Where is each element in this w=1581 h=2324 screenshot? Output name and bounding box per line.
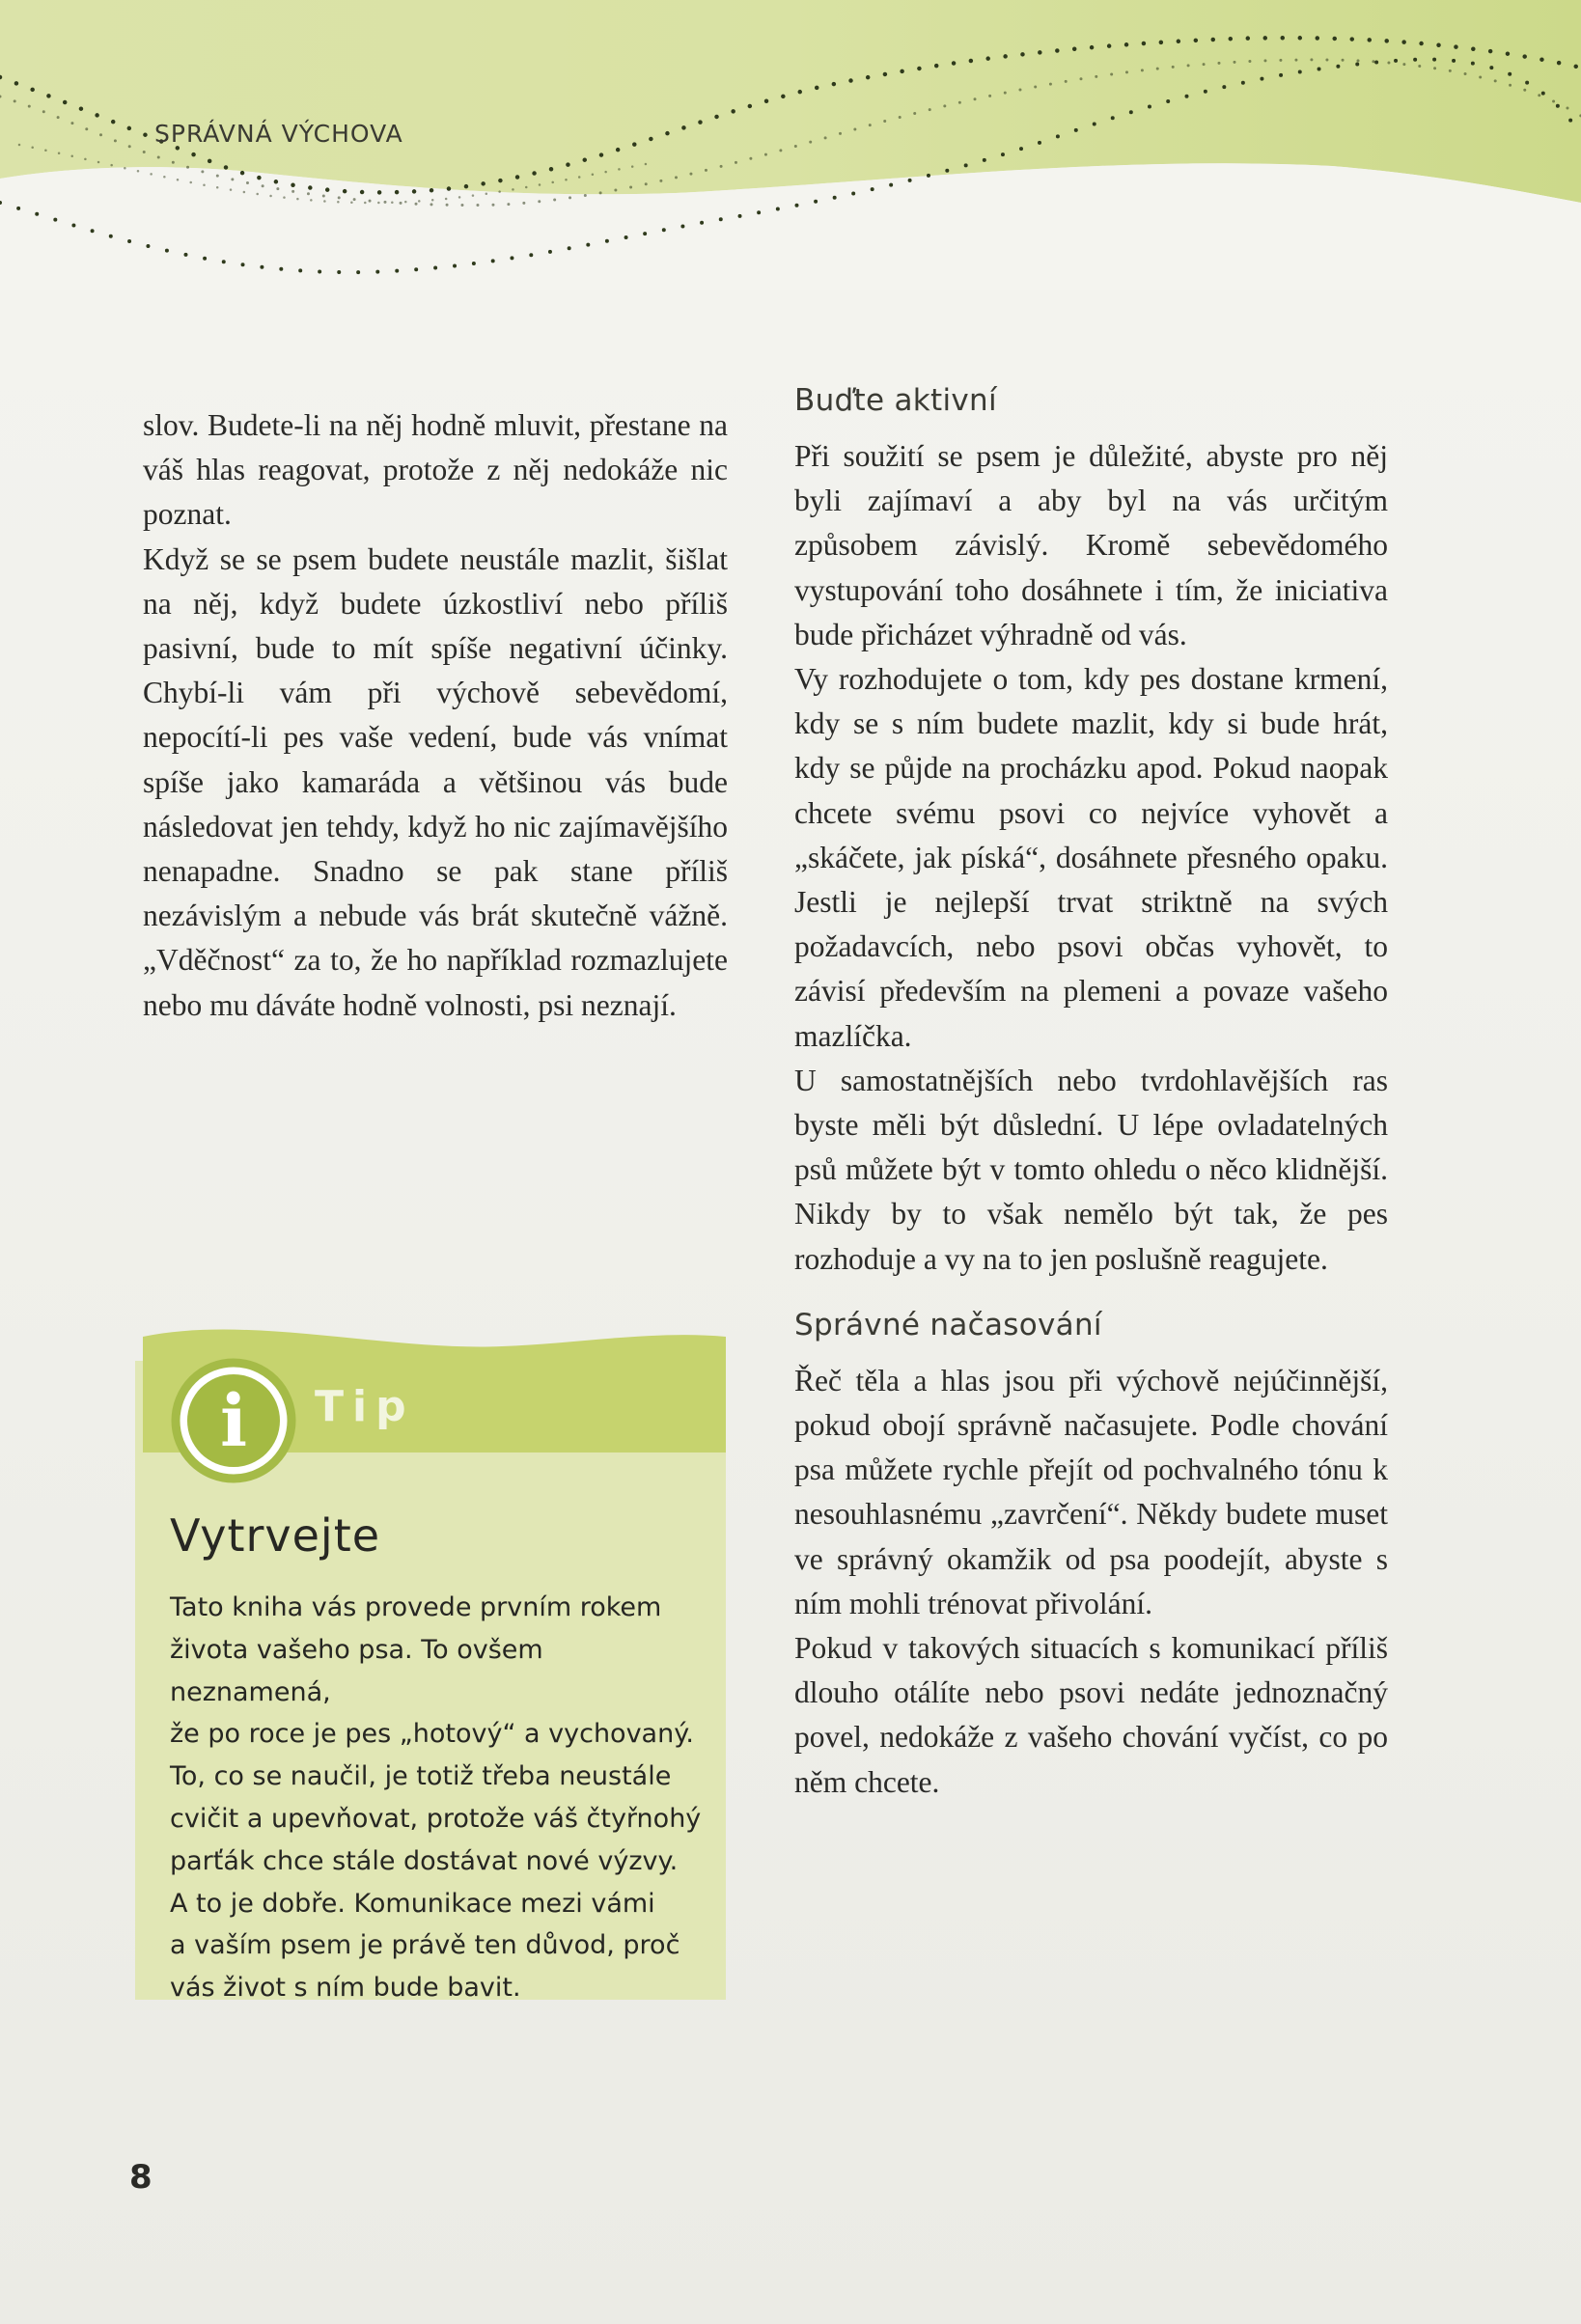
right-s2-paragraph-1: Řeč těla a hlas jsou při výchově nejúčinnější, pokud obojí správně načasujete. Podle chování psa můžete rychle přejít od pochvalného tónu k nesouhlasnému „zavrčení“. Někdy budete muset ve správný okamžik od psa poodejít, abyste s ním mohli trénovat přivolání.: [794, 1363, 1388, 1620]
tip-line: Tato kniha vás provede prvním rokem: [170, 1592, 662, 1622]
right-s2-paragraph-2: Pokud v takových situacích s komunikací příliš dlouho otálíte nebo psovi nedáte jednoznačný povel, nedokáže z vašeho chování vyčíst, co po něm chcete.: [794, 1631, 1388, 1799]
tip-line: parťák chce stále dostávat nové výzvy.: [170, 1845, 679, 1876]
tip-line: vás život s ním bude bavit.: [170, 1973, 521, 2004]
tip-line: že po roce je pes „hotový“ a vychovaný.: [170, 1719, 694, 1750]
tip-body: [170, 1587, 710, 2009]
section-title: SPRÁVNÁ VÝCHOVA: [154, 120, 403, 148]
heading-budte-aktivni: Buďte aktivní: [794, 383, 997, 418]
heading-spravne-nacasovani: Správné načasování: [794, 1307, 1102, 1342]
tip-title: Vytrvejte: [170, 1509, 381, 1562]
tip-label: Tip: [315, 1382, 415, 1431]
left-column: [143, 403, 728, 1028]
right-s1-paragraph-3: U samostatnějších nebo tvrdohlavějších ras byste měli být důslední. U lépe ovladatelných psů můžete být v tomto ohledu o něco klidnější. Nikdy by to však nemělo být tak, že pes rozhoduje a vy na to jen poslušně reagujete.: [794, 1063, 1388, 1276]
left-paragraph-1: slov. Budete-li na něj hodně mluvit, přestane na váš hlas reagovat, protože z něj nedokáže nic poznat.: [143, 408, 728, 532]
tip-line: života vašeho psa. To ovšem neznamená,: [170, 1634, 543, 1707]
right-s1-paragraph-1: Při soužití se psem je důležité, abyste pro něj byli zajímaví a aby byl na vás určitým způsobem závislý. Kromě sebevědomého vystupování toho dosáhnete i tím, že iniciativa bude přicházet výhradně od vás.: [794, 439, 1388, 651]
tip-line: cvičit a upevňovat, protože váš čtyřnohý: [170, 1803, 702, 1834]
tip-line: a vaším psem je právě ten důvod, proč: [170, 1930, 680, 1961]
info-icon: i: [219, 1380, 248, 1463]
right-column: [794, 376, 1388, 1805]
tip-line: A to je dobře. Komunikace mezi vámi: [170, 1888, 655, 1919]
tip-line: To, co se naučil, je totiž třeba neustále: [170, 1761, 672, 1792]
left-paragraph-2: Když se se psem budete neustále mazlit, šišlat na něj, když budete úzkostliví nebo příliš pasivní, bude to mít spíše negativní účinky. Chybí-li vám při výchově sebevědomí, nepocítí-li pes vaše vedení, bude vás vnímat spíše jako kamaráda a většinou vás bude následovat jen tehdy, když ho nic zajímavějšího nenapadne. Snadno se pak stane příliš nezávislým a nebude vás brát skutečně vážně. „Vděčnost“ za to, že ho například rozmazlujete nebo mu dáváte hodně volnosti, psi neznají.: [143, 541, 728, 1022]
right-s1-paragraph-2: Vy rozhodujete o tom, kdy pes dostane krmení, kdy se s ním budete mazlit, kdy si bude hrát, kdy se půjde na procházku apod. Pokud naopak chcete svému psovi co nejvíce vyhovět a „skáčete, jak píská“, dosáhnete přesného opaku. Jestli je nejlepší trvat striktně na svých požadavcích, nebo psovi občas vyhovět, to závisí především na plemeni a povaze vašeho mazlíčka.: [794, 662, 1388, 1053]
page-number: 8: [129, 2158, 153, 2197]
